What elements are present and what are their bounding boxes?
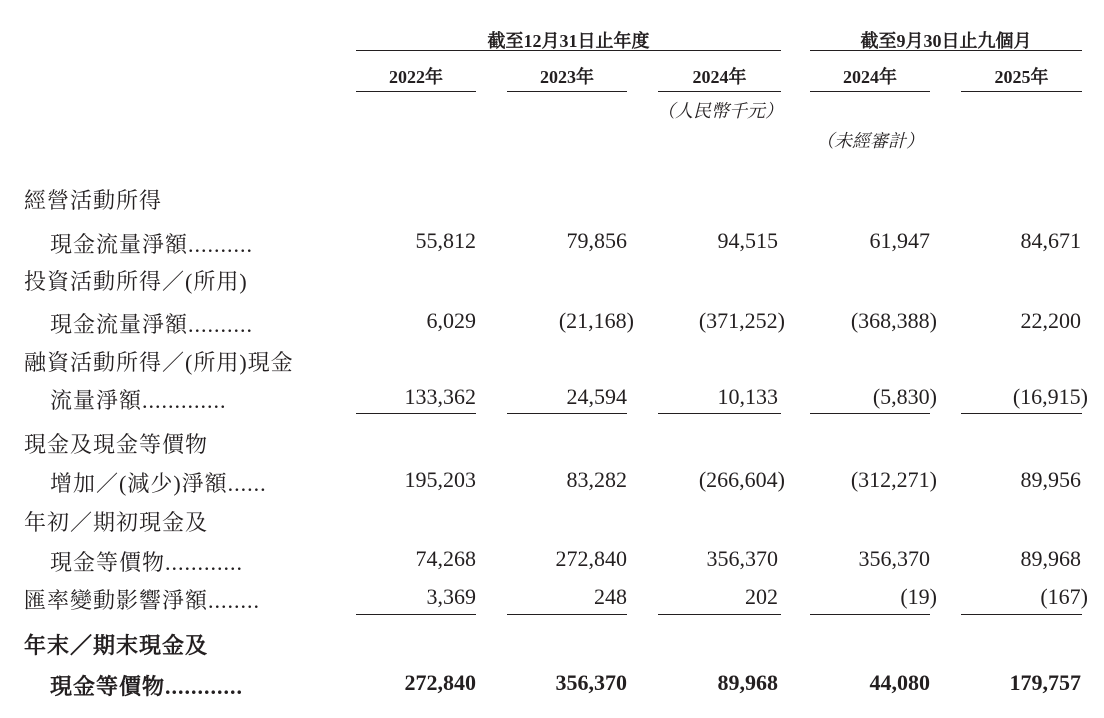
table-cell: 356,370 <box>706 546 778 571</box>
table-cell: 272,840 <box>555 546 627 571</box>
row-label: 年初／期初現金及 <box>24 510 209 535</box>
subtotal-rule <box>658 614 781 615</box>
row-label: 增加／(減少)淨額...... <box>50 471 267 496</box>
row-label: 匯率變動影響淨額........ <box>24 588 261 613</box>
total-cell: 179,757 <box>1009 670 1081 695</box>
year-header-2022: 2022年 <box>389 67 443 87</box>
group-header-interim: 截至9月30日止九個月 <box>860 31 1032 51</box>
year-header-2024-interim: 2024年 <box>843 67 897 87</box>
row-label: 流量淨額............. <box>50 388 227 413</box>
table-cell: (312,271) <box>850 467 937 492</box>
subtotal-rule <box>658 413 781 414</box>
table-cell: (371,252) <box>698 308 785 333</box>
row-label: 現金流量淨額.......... <box>50 232 254 257</box>
subtotal-rule <box>961 614 1082 615</box>
unaudited-note: （未經審計） <box>816 131 924 151</box>
row-label: 融資活動所得／(所用)現金 <box>24 350 294 375</box>
table-cell: 84,671 <box>1020 228 1081 253</box>
table-cell: (19) <box>900 584 937 609</box>
table-cell: (368,388) <box>850 308 937 333</box>
table-cell: 10,133 <box>717 384 778 409</box>
total-cell: 356,370 <box>555 670 627 695</box>
table-cell: 79,856 <box>566 228 627 253</box>
table-cell: (167) <box>1040 584 1088 609</box>
year-rule <box>961 91 1082 92</box>
table-cell: 24,594 <box>566 384 627 409</box>
subtotal-rule <box>507 413 627 414</box>
year-header-2025-interim: 2025年 <box>994 67 1049 87</box>
table-cell: 195,203 <box>404 467 476 492</box>
group-rule-annual <box>356 50 781 51</box>
table-cell: 61,947 <box>869 228 930 253</box>
total-cell: 272,840 <box>404 670 476 695</box>
table-cell: 83,282 <box>566 467 627 492</box>
total-cell: 44,080 <box>869 670 930 695</box>
row-label: 投資活動所得／(所用) <box>24 269 248 294</box>
row-label: 年末／期末現金及 <box>24 633 209 658</box>
table-cell: (266,604) <box>698 467 785 492</box>
row-label: 經營活動所得 <box>24 188 163 213</box>
table-cell: (16,915) <box>1012 384 1088 409</box>
year-rule <box>356 91 476 92</box>
table-cell: 74,268 <box>415 546 476 571</box>
row-label: 現金流量淨額.......... <box>50 312 254 337</box>
year-rule <box>810 91 930 92</box>
table-cell: (21,168) <box>558 308 634 333</box>
year-rule <box>658 91 781 92</box>
table-cell: 94,515 <box>717 228 778 253</box>
table-cell: (5,830) <box>872 384 937 409</box>
table-cell: 22,200 <box>1020 308 1081 333</box>
table-cell: 202 <box>745 584 778 609</box>
subtotal-rule <box>356 614 476 615</box>
table-cell: 89,956 <box>1020 467 1081 492</box>
table-cell: 6,029 <box>426 308 476 333</box>
subtotal-rule <box>810 614 930 615</box>
group-header-annual: 截至12月31日止年度 <box>487 31 650 51</box>
subtotal-rule <box>810 413 930 414</box>
subtotal-rule <box>356 413 476 414</box>
year-header-2023: 2023年 <box>540 67 594 87</box>
unit-note: （人民幣千元） <box>657 101 783 121</box>
table-cell: 55,812 <box>415 228 476 253</box>
row-label: 現金等價物............ <box>50 674 244 699</box>
subtotal-rule <box>507 614 627 615</box>
row-label: 現金等價物............ <box>50 550 244 575</box>
total-cell: 89,968 <box>717 670 778 695</box>
table-cell: 248 <box>594 584 627 609</box>
table-cell: 133,362 <box>404 384 476 409</box>
table-cell: 356,370 <box>858 546 930 571</box>
group-rule-interim <box>810 50 1082 51</box>
row-label: 現金及現金等價物 <box>24 432 209 457</box>
year-header-2024: 2024年 <box>692 67 747 87</box>
table-cell: 3,369 <box>426 584 476 609</box>
table-cell: 89,968 <box>1020 546 1081 571</box>
year-rule <box>507 91 627 92</box>
subtotal-rule <box>961 413 1082 414</box>
